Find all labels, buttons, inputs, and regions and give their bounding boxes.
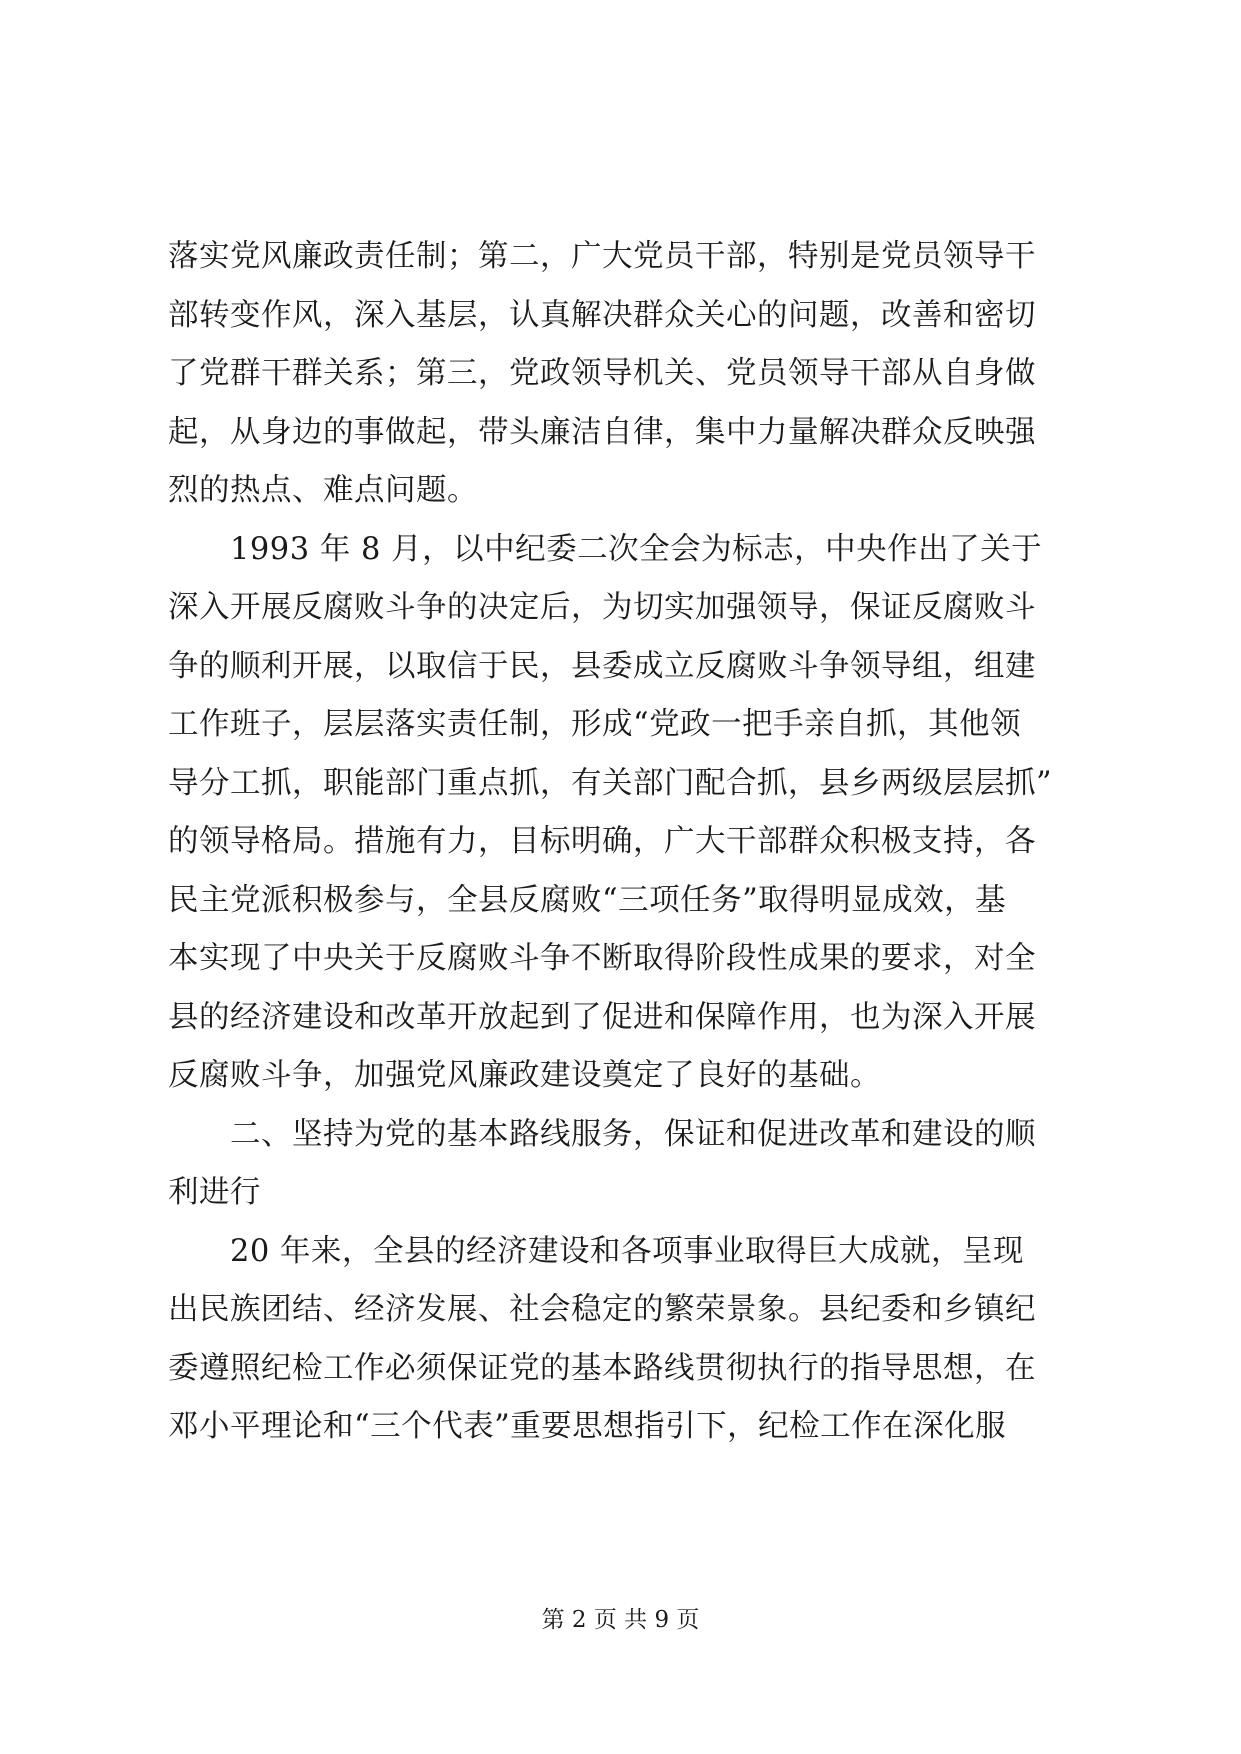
text-line: 民主党派积极参与，全县反腐败“三项任务”取得明显成效，基 bbox=[168, 882, 1007, 918]
text-line: 导分工抓，职能部门重点抓，有关部门配合抓，县乡两级层层抓” bbox=[168, 765, 1053, 801]
section-heading-line: 二、坚持为党的基本路线服务，保证和促进改革和建设的顺 bbox=[230, 1116, 1036, 1152]
page-number-footer: 第 2 页 共 9 页 bbox=[541, 1607, 700, 1633]
text-line: 反腐败斗争，加强党风廉政建设奠定了良好的基础。 bbox=[168, 1058, 881, 1093]
text-line: 工作班子，层层落实责任制，形成“党政一把手亲自抓，其他领 bbox=[168, 707, 1022, 742]
paragraph-start-line: 20 年来，全县的经济建设和各项事业取得巨大成就，呈现 bbox=[230, 1233, 1025, 1269]
text-line: 委遵照纪检工作必须保证党的基本路线贯彻执行的指导思想，在 bbox=[168, 1350, 1036, 1386]
text-line: 争的顺利开展，以取信于民，县委成立反腐败斗争领导组，组建 bbox=[168, 648, 1036, 684]
section-heading-line: 利进行 bbox=[168, 1175, 261, 1210]
text-line: 落实党风廉政责任制；第二，广大党员干部，特别是党员领导干 bbox=[168, 239, 1036, 274]
text-line: 出民族团结、经济发展、社会稳定的繁荣景象。县纪委和乡镇纪 bbox=[168, 1292, 1036, 1327]
text-line: 邓小平理论和“三个代表”重要思想指引下，纪检工作在深化服 bbox=[168, 1409, 1007, 1444]
text-line: 本实现了中央关于反腐败斗争不断取得阶段性成果的要求，对全 bbox=[168, 941, 1036, 976]
document-body bbox=[168, 228, 1086, 1457]
text-line: 县的经济建设和改革开放起到了促进和保障作用，也为深入开展 bbox=[168, 999, 1036, 1035]
text-line: 烈的热点、难点问题。 bbox=[168, 473, 478, 508]
text-line: 部转变作风，深入基层，认真解决群众关心的问题，改善和密切 bbox=[168, 297, 1036, 333]
paragraph-start-line: 1993 年 8 月，以中纪委二次全会为标志，中央作出了关于 bbox=[230, 531, 1043, 567]
text-line: 了党群干群关系；第三，党政领导机关、党员领导干部从自身做 bbox=[168, 356, 1036, 391]
text-line: 深入开展反腐败斗争的决定后，为切实加强领导，保证反腐败斗 bbox=[168, 590, 1036, 625]
text-line: 的领导格局。措施有力，目标明确，广大干部群众积极支持，各 bbox=[168, 824, 1036, 859]
text-line: 起，从身边的事做起，带头廉洁自律，集中力量解决群众反映强 bbox=[168, 414, 1036, 450]
